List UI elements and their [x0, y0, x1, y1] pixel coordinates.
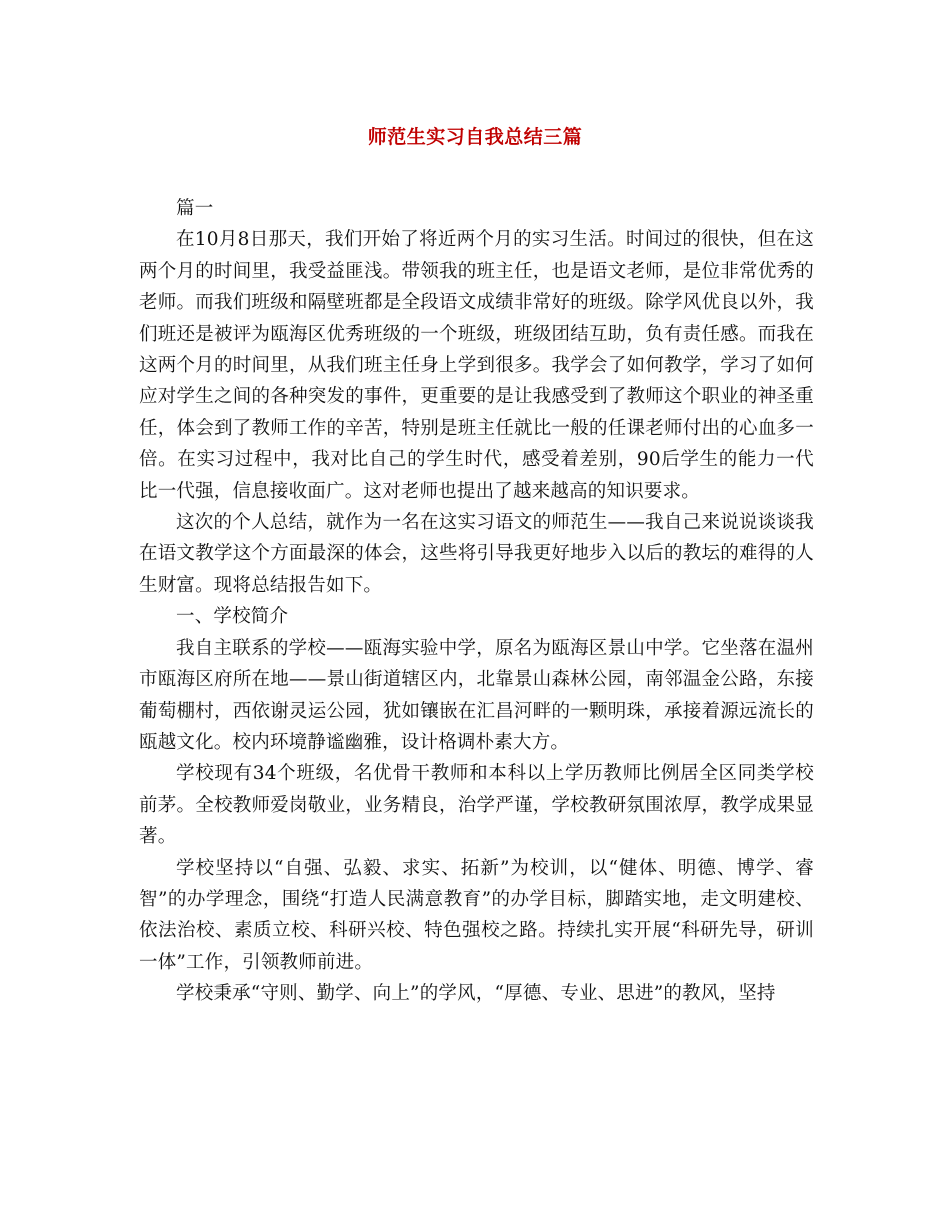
section-heading-part-one: 篇一: [176, 198, 214, 219]
paragraph-school-location: 我自主联系的学校——瓯海实验中学，原名为瓯海区景山中学。它坐落在温州市瓯海区府所在地——景山街道辖区内，北靠景山森林公园，南邻温金公路，东接葡萄棚村，西依谢灵运公园，犹如镶嵌在汇昌河畔的一颗明珠，承接着源远流长的瓯越文化。校内环境静谧幽雅，设计格调朴素大方。: [139, 637, 814, 753]
section-heading-school-intro: 一、学校简介: [176, 606, 289, 628]
paragraph-school-motto: 学校坚持以“自强、弘毅、求实、拓新”为校训，以“健体、明德、博学、睿智”的办学理念，围绕“打造人民满意教育”的办学目标，脚踏实地，走文明建校、依法治校、素质立校、科研兴校、特色强校之路。持续扎实开展“科研先导，研训一体”工作，引领教师前进。: [139, 857, 814, 973]
document-title: 师范生实习自我总结三篇: [367, 126, 583, 148]
document-body: [139, 193, 814, 1010]
paragraph-summary-intro: 这次的个人总结，就作为一名在这实习语文的师范生——我自己来说说谈谈我在语文教学这个方面最深的体会，这些将引导我更好地步入以后的教坛的难得的人生财富。现将总结报告如下。: [139, 512, 814, 596]
paragraph-internship-overview: 在10月8日那天，我们开始了将近两个月的实习生活。时间过的很快，但在这两个月的时间里，我受益匪浅。带领我的班主任，也是语文老师，是位非常优秀的老师。而我们班级和隔壁班都是全段语文成绩非常好的班级。除学风优良以外，我们班还是被评为瓯海区优秀班级的一个班级，班级团结互助，负有责任感。而我在这两个月的时间里，从我们班主任身上学到很多。我学会了如何教学，学习了如何应对学生之间的各种突发的事件，更重要的是让我感受到了教师这个职业的神圣重任，体会到了教师工作的辛苦，特别是班主任就比一般的任课老师付出的心血多一倍。在实习过程中，我对比自己的学生时代，感受着差别，90后学生的能力一代比一代强，信息接收面广。这对老师也提出了越来越高的知识要求。: [139, 229, 814, 502]
paragraph-school-style: 学校秉承“守则、勤学、向上”的学风，“厚德、专业、思进”的教风，坚持: [176, 983, 776, 1005]
paragraph-school-staff: 学校现有34个班级，名优骨干教师和本科以上学历教师比例居全区同类学校前茅。全校教师爱岗敬业，业务精良，治学严谨，学校教研氛围浓厚，教学成果显著。: [139, 763, 814, 848]
